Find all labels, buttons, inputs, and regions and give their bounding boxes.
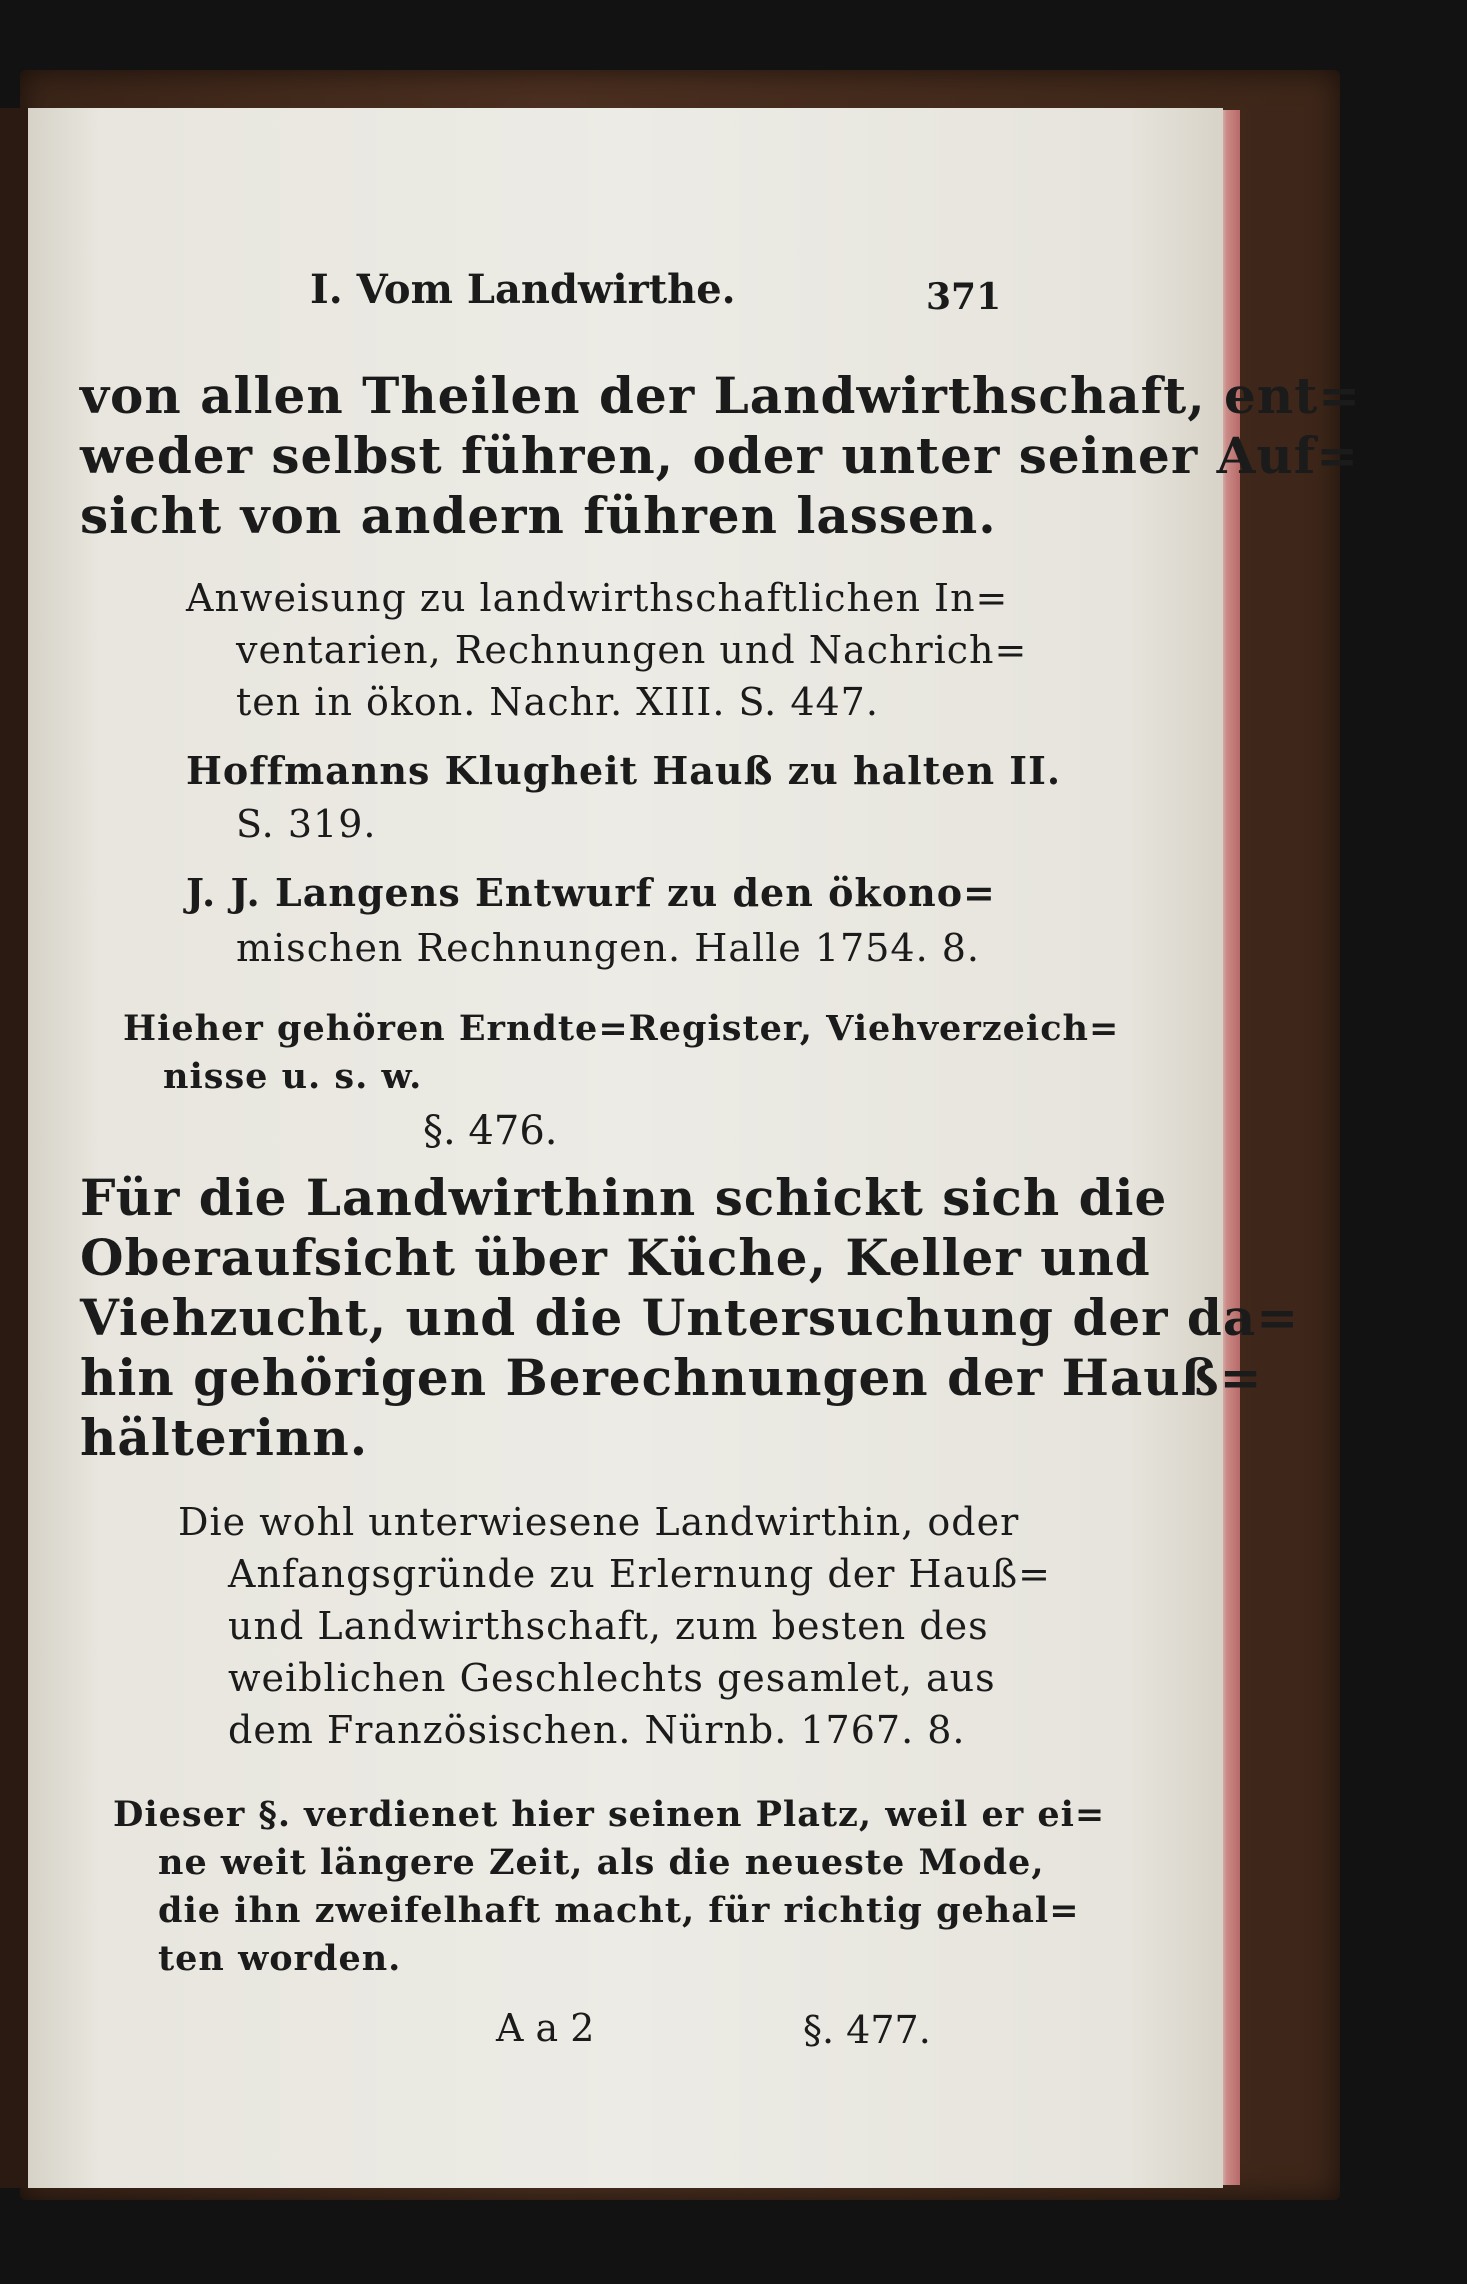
note-line: Dieser §. verdienet hier seinen Platz, weil er ei=: [113, 1794, 1106, 1835]
reference-line: weiblichen Geschlechts gesamlet, aus: [228, 1656, 996, 1700]
note-line: Hieher gehören Erndte=Register, Viehverzeich=: [123, 1008, 1120, 1049]
reference-line: S. 319.: [236, 802, 377, 846]
reference-line: ten in ökon. Nachr. XIII. S. 447.: [236, 680, 879, 724]
section-number: §. 476.: [423, 1108, 558, 1154]
reference-line: Anfangsgründe zu Erlernung der Hauß=: [228, 1552, 1051, 1596]
page-number: 371: [926, 276, 1002, 318]
reference-line: J. J. Langens Entwurf zu den ökono=: [186, 870, 996, 915]
note-line: ne weit längere Zeit, als die neueste Mode,: [158, 1842, 1045, 1883]
reference-line: Anweisung zu landwirthschaftlichen In=: [186, 576, 1009, 620]
body-line: von allen Theilen der Landwirthschaft, ent=: [80, 366, 1362, 425]
binding-gutter: [0, 108, 28, 2188]
running-head-title: I. Vom Landwirthe.: [310, 266, 736, 313]
section-line: Viehzucht, und die Untersuchung der da=: [80, 1288, 1300, 1347]
body-line: sicht von andern führen lassen.: [80, 486, 997, 545]
note-line: nisse u. s. w.: [163, 1056, 423, 1097]
reference-line: dem Französischen. Nürnb. 1767. 8.: [228, 1708, 966, 1752]
section-line: Oberaufsicht über Küche, Keller und: [80, 1228, 1151, 1287]
catchword: §. 477.: [803, 2008, 931, 2052]
section-line: hin gehörigen Berechnungen der Hauß=: [80, 1348, 1263, 1407]
note-line: ten worden.: [158, 1938, 402, 1979]
note-line: die ihn zweifelhaft macht, für richtig gehal=: [158, 1890, 1080, 1931]
reference-line: mischen Rechnungen. Halle 1754. 8.: [236, 926, 980, 970]
reference-line: und Landwirthschaft, zum besten des: [228, 1604, 989, 1648]
reference-line: Hoffmanns Klugheit Hauß zu halten II.: [186, 748, 1062, 793]
signature-mark: A a 2: [496, 2006, 595, 2050]
section-line: hälterinn.: [80, 1408, 369, 1467]
reference-line: ventarien, Rechnungen und Nachrich=: [236, 628, 1028, 672]
section-line: Für die Landwirthinn schickt sich die: [80, 1168, 1168, 1227]
reference-line: Die wohl unterwiesene Landwirthin, oder: [178, 1500, 1020, 1544]
book-page: [28, 108, 1362, 2188]
body-line: weder selbst führen, oder unter seiner Auf=: [80, 426, 1360, 485]
